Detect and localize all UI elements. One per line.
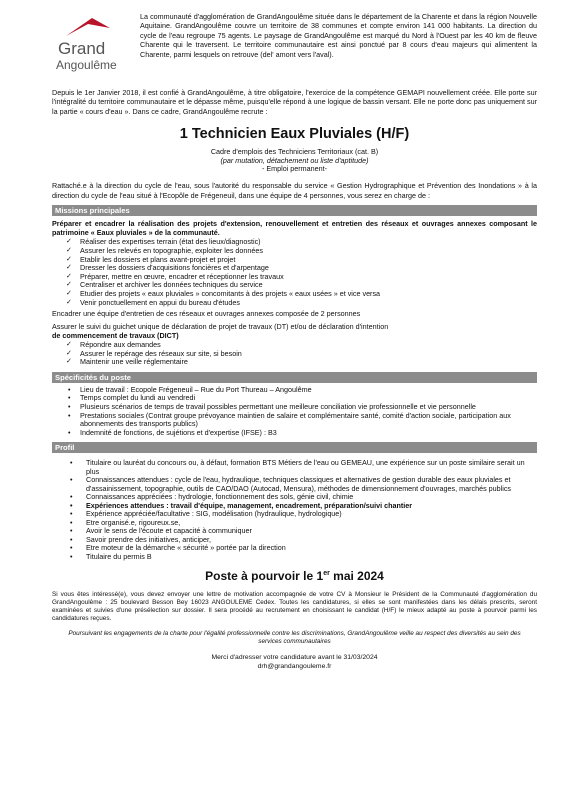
list-item: ✓ Assurer le repérage des réseaux sur site, si besoin — [52, 350, 537, 359]
logo-roof-icon — [48, 14, 118, 40]
list-item: • Temps complet du lundi au vendredi — [52, 394, 537, 403]
contact-email[interactable]: drh@grandangouleme.fr — [257, 662, 332, 670]
section-specificities: Spécificités du poste — [52, 372, 537, 383]
context-text: Depuis le 1er Janvier 2018, il est confié à GrandAngoulême, à titre obligatoire, l'exercice de la compétence GEMAPI nouvellement créée. Elle porte sur l'intégralité du territoire communautaire et le dépasse même, puisqu'elle répond à une logique de bassin versant. Elle ne porte donc pas uniquement sur la partie « cours d'eau ». Dans ce cadre, GrandAngoulême recrute : — [52, 88, 537, 116]
attachment-text: Rattaché.e à la direction du cycle de l'eau, sous l'autorité du responsable du service « Gestion Hydrographique et Prévention des Inondations » à la direction du cycle de l'eau situé à l'Ecopôle de Frégeneuil, dans une équipe de 4 personnes, vous serez en charge de : — [52, 181, 537, 200]
grade-line: Cadre d'emplois des Techniciens Territoriaux (cat. B) — [210, 146, 379, 156]
list-item: • Connaissances appréciées : hydrologie, fonctionnement des sols, génie civil, chimie — [52, 493, 537, 502]
profile-list — [52, 459, 537, 561]
list-item: ✓ Dresser les dossiers d'acquisitions foncières et d'arpentage — [52, 264, 537, 273]
list-item: ✓ Centraliser et archiver les données techniques du service — [52, 281, 537, 290]
logo-word-angouleme: Angoulême — [56, 58, 117, 72]
recruitment-mode: (par mutation, détachement ou liste d'aptitude) — [220, 155, 369, 165]
equality-charter: Poursuivant les engagements de la charte pour l'égalité professionnelle contre les discriminations, GrandAngoulême veille au respect des diversités au sein des services communautaires — [68, 629, 521, 645]
start-date-text: Poste à pourvoir le 1 — [205, 569, 324, 584]
list-item: • Titulaire ou lauréat du concours ou, à défaut, formation BTS Métiers de l'eau ou GEMEAU, une expérience sur un poste similaire serait un plus — [52, 459, 537, 476]
list-item: • Savoir prendre des initiatives, anticiper, — [52, 536, 537, 545]
mission-2: Encadrer une équipe d'entretien de ces réseaux et ouvrages annexes composée de 2 personnes — [52, 309, 361, 319]
logo-word-grand: Grand — [58, 39, 106, 58]
application-text: Si vous êtes intéressé(e), vous devez envoyer une lettre de motivation accompagnée de votre CV à Monsieur le Président de la Communauté d'agglomération du GrandAngoulême : 25 boulevard Besson Bey 16023 ANGOULEME Cedex. Toutes les candidatures, si elles se sont manifestées dans les délais prescrits, seront examinées et suivies d'une présélection sur dossier. Il sera procédé au recrutement en choisissant le candidat (H/F) le mieux adapté au poste à pourvoir parmi les candidatures reçues. — [52, 591, 537, 623]
list-item: • Expériences attendues : travail d'équipe, management, encadrement, préparation/suivi chantier — [52, 502, 537, 511]
list-item: • Indemnité de fonctions, de sujétions et d'expertise (IFSE) : B3 — [52, 429, 537, 438]
list-item: • Plusieurs scénarios de temps de travail possibles permettant une meilleure conciliation vie professionnelle et vie personnelle — [52, 403, 537, 412]
list-item: • Titulaire du permis B — [52, 553, 537, 562]
list-item: ✓ Etudier des projets « eaux pluviales » concomitants à des projets « eaux usées » et vice versa — [52, 290, 537, 299]
list-item: • Etre organisé.e, rigoureux.se, — [52, 519, 537, 528]
grandangouleme-logo — [46, 14, 132, 82]
start-date-sup: er — [323, 570, 330, 578]
employment-type: - Emploi permanent- — [261, 164, 328, 174]
start-date — [52, 569, 537, 583]
list-item: • Etre moteur de la démarche « sécurité » portée par la direction — [52, 544, 537, 553]
mission-1: Préparer et encadrer la réalisation des projets d'extension, renouvellement et entretien des réseaux et ouvrages annexes composant le patrimoine « Eaux pluviales » de la communauté. — [52, 218, 537, 238]
list-item: • Connaissances attendues : cycle de l'eau, hydraulique, techniques classiques et alternatives de gestion durable des eaux pluviales et d'assainissement, topographie, outils de CAO/DAO (Autocad, Mensura), méthodes de dimensionnement d'ouvrages, marchés publics — [52, 476, 537, 493]
list-item: • Expérience appréciée/facultative : SIG, modélisation (hydraulique, hydrologique) — [52, 510, 537, 519]
start-date-end: mai 2024 — [329, 569, 384, 584]
mission-3-line1: Assurer le suivi du guichet unique de déclaration de projet de travaux (DT) et/ou de déclaration d'intention — [52, 321, 389, 331]
job-title: 1 Technicien Eaux Pluviales (H/F) — [179, 125, 410, 142]
list-item: • Avoir le sens de l'écoute et capacité à communiquer — [52, 527, 537, 536]
mission-1-list — [52, 238, 537, 307]
list-item: ✓ Assurer les relevés en topographie, exploiter les données — [52, 247, 537, 256]
list-item: ✓ Préparer, mettre en œuvre, encadrer et réceptionner les travaux — [52, 273, 537, 282]
list-item: ✓ Réaliser des expertises terrain (état des lieux/diagnostic) — [52, 238, 537, 247]
list-item: ✓ Maintenir une veille réglementaire — [52, 358, 537, 367]
deadline: Merci d'adresser votre candidature avant le 31/03/2024 — [211, 653, 378, 661]
section-profile: Profil — [52, 442, 537, 453]
list-item: ✓ Etablir les dossiers et plans avant-projet et projet — [52, 256, 537, 265]
intro-text: La communauté d'agglomération de GrandAngoulême située dans le département de la Charente et dans la région Nouvelle Aquitaine. GrandAngoulême couvre un territoire de 38 communes et compte environ 141 000 habitants. La direction du cycle de l'eau regroupe 75 agents. Le paysage de GrandAngoulême est marqué du Nord à l'Ouest par les 40 km de fleuve Charente qui le traversent. Le territoire communautaire est ainsi ponctué par 8 cours d'eau majeurs qui alimentent la Charente, parmi lesquels on retrouve (del' amont vers l'aval). — [140, 12, 537, 59]
section-missions: Missions principales — [52, 205, 537, 216]
specificities-list — [52, 386, 537, 438]
list-item: ✓ Répondre aux demandes — [52, 341, 537, 350]
mission-3-list — [52, 341, 537, 367]
list-item: ✓ Venir ponctuellement en appui du bureau d'études — [52, 299, 537, 308]
header — [52, 14, 537, 86]
list-item: • Prestations sociales (Contrat groupe prévoyance maintien de salaire et complémentaire santé, comité d'action sociale, participation aux abonnements des transports publics) — [52, 412, 537, 429]
mission-3-line2: de commencement de travaux (DICT) — [52, 330, 179, 340]
list-item: • Lieu de travail : Ecopole Frégeneuil – Rue du Port Thureau – Angoulême — [52, 386, 537, 395]
